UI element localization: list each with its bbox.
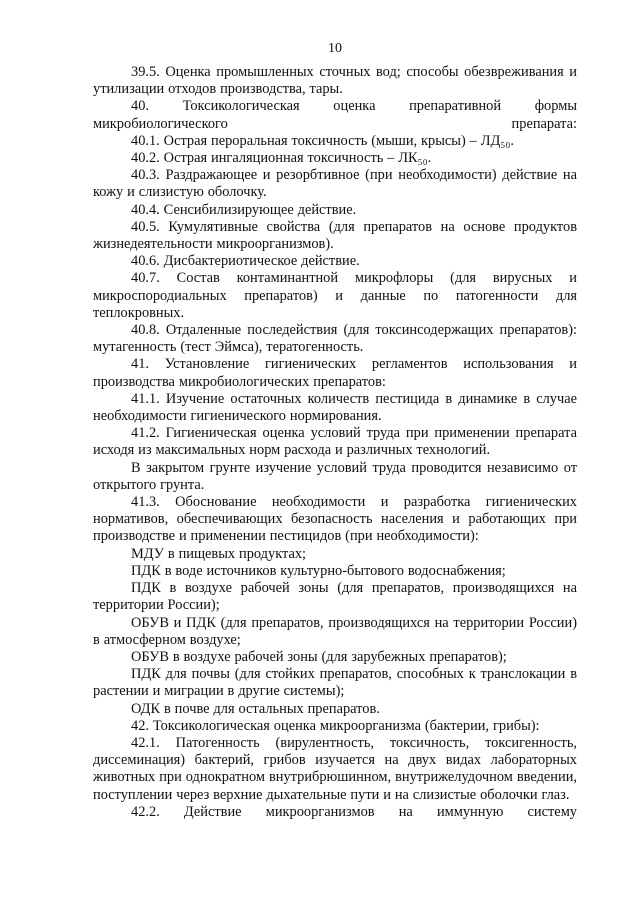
list-item-pdk-water: ПДК в воде источников культурно-бытового водоснабжения; [131,562,506,579]
paragraph-40-6: 40.6. Дисбактериотическое действие. [131,253,360,270]
paragraph-40-7: 40.7. Состав контаминантной микрофлоры (для вирусных и микроспородиальных препаратов) и данные по патогенности для теплокровных. [93,270,577,321]
paragraph-40-3: 40.3. Раздражающее и резорбтивное (при необходимости) действие на кожу и слизистую оболочку. [93,167,577,201]
paragraph-42-1: 42.1. Патогенность (вирулентность, токсичность, токсигенность, диссеминация) бактерий, грибов изучается на двух видах лабораторных животных при однократном внутрибрюшинном, внутрижелудочном введении, поступлении через верхние дыхательные пути и на слизистые оболочки глаз. [93,734,577,803]
paragraph-41-2: 41.2. Гигиеническая оценка условий труда при применении препарата исходя из максимальных норм расхода и различных технологий. [93,425,577,459]
paragraph-41-1: 41.1. Изучение остаточных количеств пестицида в динамике в случае необходимости гигиенического нормирования. [93,390,577,425]
list-item-mdu: МДУ в пищевых продуктах; [131,545,307,562]
paragraph-40-4: 40.4. Сенсибилизирующее действие. [131,201,357,218]
paragraph-40-5: 40.5. Кумулятивные свойства (для препаратов на основе продуктов жизнедеятельности микроорганизмов). [93,218,577,253]
paragraph-40-1: 40.1. Острая пероральная токсичность (мыши, крысы) – ЛД₅₀. [131,132,514,149]
paragraph-41-3: 41.3. Обоснование необходимости и разработка гигиенических нормативов, обеспечивающих безопасность населения и работающих при производстве и применении пестицидов (при необходимости): [93,494,577,545]
paragraph-40-2: 40.2. Острая ингаляционная токсичность – ЛК₅₀. [131,150,432,167]
list-item-odk-soil: ОДК в почве для остальных препаратов. [131,700,380,717]
paragraph-41: 41. Установление гигиенических регламентов использования и производства микробиологических препаратов: [93,356,577,390]
list-item-pdk-soil: ПДК для почвы (для стойких препаратов, способных к транслокации в растении и миграции в другие системы); [93,666,577,700]
list-item-obuv-pdk-atmosphere: ОБУВ и ПДК (для препаратов, производящихся на территории России) в атмосферном воздухе; [93,614,577,648]
list-item-obuv-work-air: ОБУВ в воздухе рабочей зоны (для зарубежных препаратов); [131,648,507,665]
paragraph-42-2: 42.2. Действие микроорганизмов на иммунную систему [131,803,577,820]
paragraph-40-8: 40.8. Отдаленные последействия (для токсинсодержащих препаратов): мутагенность (тест Эймса), тератогенность. [93,322,577,356]
list-item-pdk-work-air: ПДК в воздухе рабочей зоны (для препаратов, производящихся на территории России); [93,580,577,614]
paragraph-40: 40. Токсикологическая оценка препаративной формы микробиологического препарата: [93,98,577,132]
paragraph-closed-ground: В закрытом грунте изучение условий труда проводится независимо от открытого грунта. [93,459,577,493]
document-page [93,0,577,903]
paragraph-39-5: 39.5. Оценка промышленных сточных вод; способы обезвреживания и утилизации отходов производства, тары. [93,64,577,98]
page-number: 10 [328,41,342,56]
document-body [93,64,577,821]
paragraph-42: 42. Токсикологическая оценка микроорганизма (бактерии, грибы): [131,717,540,734]
